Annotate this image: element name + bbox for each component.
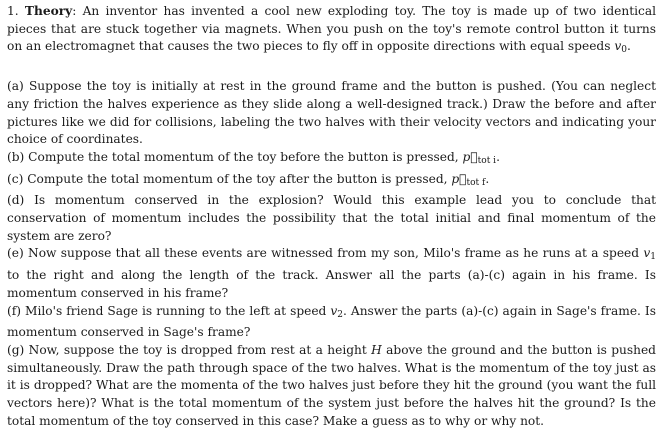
part-e-text-1: (e) Now suppose that all these events are witnessed from my son, Milo's frame as he runs at a speed [7, 246, 644, 261]
part-g-text-1: (g) Now, suppose the toy is dropped from rest at a height [7, 342, 372, 357]
part-f-text-1: (f) Milo's friend Sage is running to the left at speed [7, 303, 331, 318]
problem-number: 1. [7, 4, 19, 18]
part-d: (d) Is momentum conserved in the explosion? Would this example lead you to conclude that conservation of momentum includes the possibility that the total initial and final momentum of the system are zero? [7, 193, 656, 243]
problem-intro [7, 3, 656, 60]
intro-end: . [626, 39, 631, 54]
part-f [7, 303, 656, 342]
part-e-text-2: to the right and along the length of the track. Answer all the parts (a)-(c) again in his frame. Is momentum conserved in his frame? [7, 268, 656, 300]
intro-speed-sub: 0 [621, 45, 627, 56]
part-g [7, 342, 656, 431]
problem-intro-text: : An inventor has invented a cool new exploding toy. The toy is made up of two identical pieces that are stuck together via magnets. When you push on the toy's remote control button it turns on an electromagnet that causes the two pieces to fly off in opposite directions with equal speeds [7, 4, 657, 54]
part-c-text: (c) Compute the total momentum of the toy after the button is pressed, [7, 171, 452, 186]
paragraph-gap [7, 60, 656, 78]
part-f-var: v [330, 303, 338, 318]
part-b-end: . [496, 149, 500, 164]
part-c [7, 171, 656, 193]
part-c-sub: tot f [466, 177, 486, 188]
part-e [7, 245, 656, 302]
problem-label: Theory [24, 4, 73, 18]
intro-speed-var: v [614, 39, 622, 54]
part-f-sub: 2 [337, 309, 343, 320]
part-b [7, 149, 656, 171]
part-a: (a) Suppose the toy is initially at rest in the ground frame and the button is pushed. (You can neglect any friction the halves experience as they slide along a well-designed track.) Draw the before and after pictures like we did for collisions, labeling the two halves with their velocity vectors and indicating your choice of coordinates. [7, 79, 656, 147]
part-b-var: p⃗ [462, 149, 478, 164]
part-g-var: H [371, 342, 382, 357]
part-c-end: . [485, 171, 490, 186]
part-e-var: v [643, 246, 651, 261]
part-e-sub: 1 [650, 252, 656, 263]
part-f-text-2: . Answer the parts (a)-(c) again in Sage's frame. Is momentum conserved in Sage's frame? [7, 303, 656, 340]
part-c-var: p⃗ [451, 171, 467, 186]
part-b-sub: tot i [477, 155, 497, 166]
part-b-text: (b) Compute the total momentum of the toy before the button is pressed, [7, 149, 463, 164]
part-g-text-2: above the ground and the button is pushed simultaneously. Draw the path through space of the two halves. What is the momentum of the toy just as it is dropped? What are the momenta of the two halves just before they hit the ground (you want the full vectors here)? What is the total momentum of the system just before the halves hit the ground? Is the total momentum of the toy conserved in this case? Make a guess as to why or why not. [7, 342, 656, 428]
